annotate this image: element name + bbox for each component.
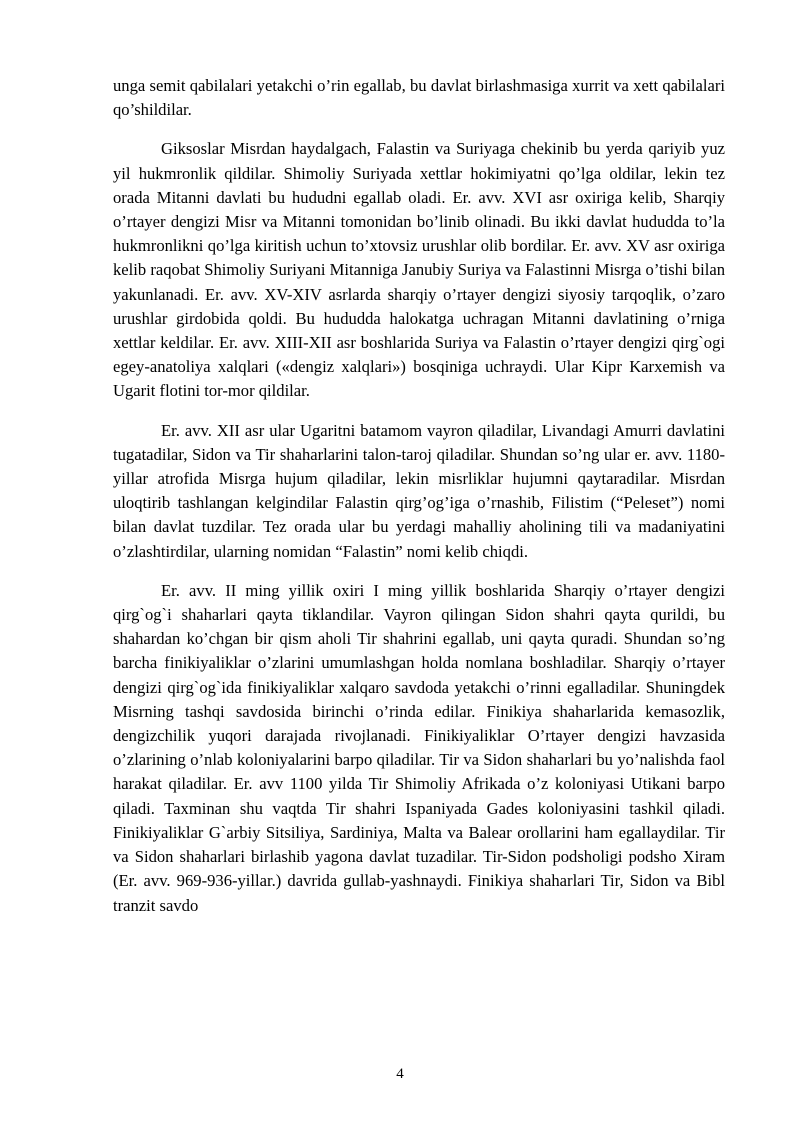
paragraph-continuation: unga semit qabilalari yetakchi o’rin egallab, bu davlat birlashmasiga xurrit va xett qabilalari qo’shildilar. bbox=[113, 76, 725, 120]
page-body bbox=[113, 74, 725, 918]
paragraph-finikiya: Er. avv. II ming yillik oxiri I ming yillik boshlarida Sharqiy o’rtayer dengizi qirg`og`i shaharlari qayta tiklandilar. Vayron qilingan Sidon shahri qayta qurildi, bu shahardan ko’chgan bir qism aholi Tir shahrini egallab, uni qayta quradi. Shundan so’ng barcha finikiyaliklar o’zlarini umumlashgan holda nomlana boshladilar. Sharqiy o’rtayer dengizi qirg`og`ida finikiyaliklar xalqaro savdoda yetakchi o’rinni egalladilar. Shuningdek Misrning tashqi savdosida birinchi o’rinda edilar. Finikiya shaharlarida kemasozlik, dengizchilik yuqori darajada rivojlanadi. Finikiyaliklar O’rtayer dengizi havzasida o’zlarining o’nlab koloniyalarini barpo qiladilar. Tir va Sidon shaharlari bu yo’nalishda faol harakat qiladilar. Er. avv 1100 yilda Tir Shimoliy Afrikada o’z koloniyasi Utikani barpo qiladi. Taxminan shu vaqtda Tir shahri Ispaniyada Gades koloniyasini tashkil qiladi. Finikiyaliklar G`arbiy Sitsiliya, Sardiniya, Malta va Balear orollarini ham egallaydilar. Tir va Sidon shaharlari birlashib yagona davlat tuzadilar. Tir-Sidon podsholigi podsho Xiram (Er. avv. 969-936-yillar.) davrida gullab-yashnaydi. Finikiya shaharlari Tir, Sidon va Bibl tranzit savdo bbox=[113, 580, 725, 915]
paragraph-giksoslar: Giksoslar Misrdan haydalgach, Falastin va Suriyaga chekinib bu yerda qariyib yuz yil hukmronlik qildilar. Shimoliy Suriyada xettlar hokimiyatni qo’lga oldilar, lekin tez orada Mitanni davlati bu hududni egallab oladi. Er. avv. XVI asr oxiriga kelib, Sharqiy o’rtayer dengizi Misr va Mitanni tomonidan bo’linib olinadi. Bu ikki davlat hududda to’la hukmronlikni qo’lga kiritish uchun to’xtovsiz urushlar olib bordilar. Er. avv. XV asr oxiriga kelib raqobat Shimoliy Suriyani Mitanniga Janubiy Suriya va Falastinni Misrga o’tishi bilan yakunlanadi. Er. avv. XV-XIV asrlarda sharqiy o’rtayer dengizi siyosiy tarqoqlik, o’zaro urushlar girdobida qoldi. Bu hududda halokatga uchragan Mitanni davlatining o’rniga xettlar keldilar. Er. avv. XIII-XII asr boshlarida Suriya va Falastin o’rtayer dengizi qirg`ogi egey-anatoliya xalqlari («dengiz xalqlari») bosqiniga uchraydi. Ular Kipr Karxemish va Ugarit flotini tor-mor qildilar. bbox=[113, 139, 725, 401]
paragraph-xii-asr: Er. avv. XII asr ular Ugaritni batamom vayron qiladilar, Livandagi Amurri davlatini tugatadilar, Sidon va Tir shaharlarini talon-taroj qiladilar. Shundan so’ng ular er. avv. 1180-yillar atrofida Misrga hujum qiladilar, lekin misrliklar hujumni qaytaradilar. Misrdan uloqtirib tashlangan kelgindilar Falastin qirg’og’iga o’rnashib, Filistim (“Peleset”) nomi bilan davlat tuzdilar. Tez orada ular bu yerdagi mahalliy aholining tili va madaniyatini o’zlashtirdilar, ularning nomidan “Falastin” nomi kelib chiqdi. bbox=[113, 420, 725, 561]
page-number: 4 bbox=[396, 1066, 404, 1082]
